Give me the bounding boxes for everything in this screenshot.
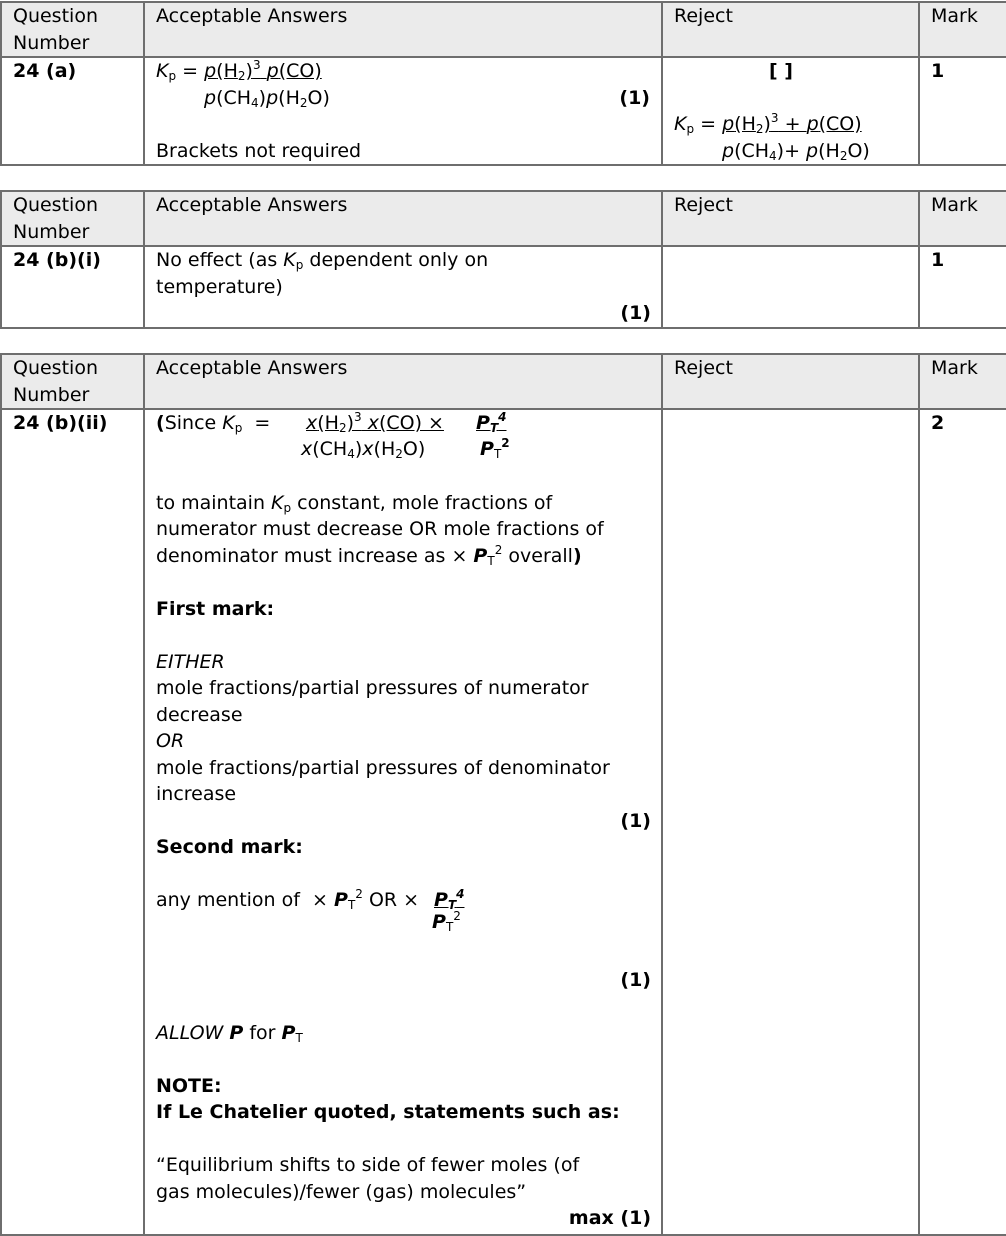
header-mark: Mark	[919, 191, 1006, 246]
mark-scheme-table-24a	[0, 1, 1006, 166]
header-row	[1, 354, 1006, 409]
header-acceptable-answers: Acceptable Answers	[144, 2, 662, 57]
reject-answer	[662, 57, 919, 165]
header-question-number: Question Number	[1, 191, 144, 246]
mark-scheme-table-24bi	[0, 190, 1006, 329]
reject-kp-expression: $K_p = p(H_2)^3 + p(CO)$	[674, 111, 862, 136]
header-acceptable-answers: Acceptable Answers	[144, 354, 662, 409]
acceptable-answer: No effect (as $K_p$ dependent only on temperature) (1)	[144, 246, 662, 328]
mark-tag: (1)	[620, 968, 651, 991]
header-acceptable-answers: Acceptable Answers	[144, 191, 662, 246]
kp-denominator: $p(CH_4)p(H_2O)$	[204, 86, 330, 110]
header-row	[1, 2, 1006, 57]
header-question-number: Question Number	[1, 354, 144, 409]
reject-answer	[662, 246, 919, 328]
question-number: 24 (b)(i)	[1, 246, 144, 328]
note-heading: NOTE:	[156, 1074, 222, 1097]
header-mark: Mark	[919, 2, 1006, 57]
mark-tag: (1)	[620, 302, 651, 324]
header-reject: Reject	[662, 191, 919, 246]
mark-value: 1	[919, 246, 1006, 328]
pt-fraction-denominator: $P_T^2$	[480, 436, 510, 461]
answer-row	[1, 409, 1006, 1235]
header-mark: Mark	[919, 354, 1006, 409]
pt-mention: any mention of × $P_T^2$ OR × $P_T^4$ $P_T^2$	[156, 887, 465, 934]
mark-tag: (1)	[619, 87, 650, 109]
reject-kp-denominator: $p(CH_4)+ p(H_2O)$	[722, 139, 870, 163]
max-mark-tag: max (1)	[568, 1207, 651, 1229]
question-number: 24 (b)(ii)	[1, 409, 144, 1235]
first-mark-heading: First mark:	[156, 597, 275, 620]
answer-note: Brackets not required	[156, 139, 362, 162]
acceptable-answer: (Since $K_p$ = $x(H_2)^3$ x(CO) × $x(CH_4)x(H_2O)$ $P_T^4$ $P_T^2$ to maintain $K_p$ constant, mole fractions of numerator must decrease OR mole fractions of denominator must increase as × $P_T^2$ overall) First mark: EITHER mole fractions/partial pressures of numerator decrease OR mole fractions/partial pressures of denominator increase (1) Second mark: any mention of × $P_T^2$ OR × $P_T^4$ $P_T^2$ (1) ALLOW P for $P_T$ NOTE: If Le Chatelier quoted, statements such as: “Equilibrium shifts to side of fewer moles (of gas molecules)/fewer (gas) molecules” max (1)	[144, 409, 662, 1235]
question-number: 24 (a)	[1, 57, 144, 165]
answer-row	[1, 246, 1006, 328]
mark-value: 2	[919, 409, 1006, 1235]
header-reject: Reject	[662, 2, 919, 57]
kp-expression: $K_p = p(H_2)^3$ p(CO)	[156, 58, 322, 83]
reject-answer	[662, 409, 919, 1235]
mark-value: 1	[919, 57, 1006, 165]
second-mark-heading: Second mark:	[156, 836, 303, 858]
header-row	[1, 191, 1006, 246]
pt-fraction-numerator: $P_T^4$	[476, 410, 507, 435]
acceptable-answer	[144, 57, 662, 165]
header-question-number: Question Number	[1, 2, 144, 57]
kp-mole-fraction-expression: (Since $K_p$ = $x(H_2)^3$ x(CO) × $x(CH_4)x(H_2O)$ $P_T^4$ $P_T^2$	[156, 410, 510, 461]
reject-brackets: [ ]	[769, 60, 793, 82]
header-reject: Reject	[662, 354, 919, 409]
mark-tag: (1)	[620, 809, 651, 832]
answer-row	[1, 57, 1006, 165]
mark-scheme-table-24bii	[0, 353, 1006, 1236]
